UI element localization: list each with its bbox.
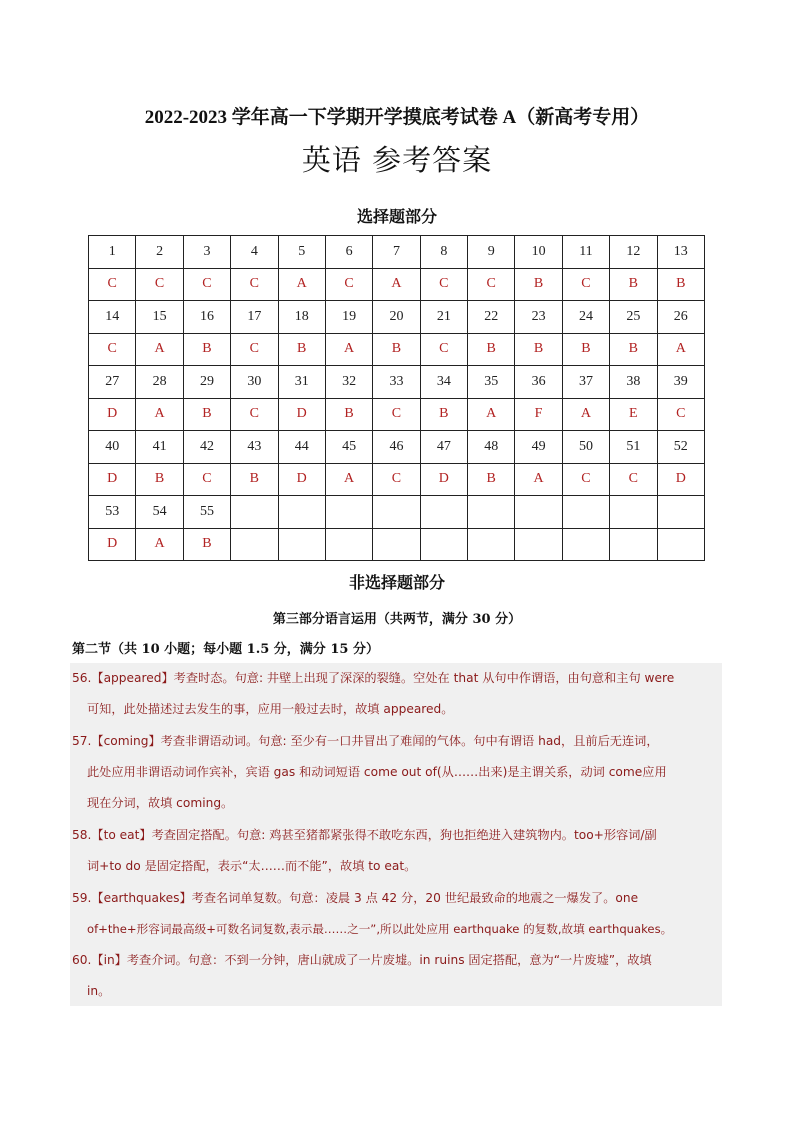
answer-cell: C — [183, 268, 230, 301]
question-number-cell: 48 — [468, 431, 515, 464]
answer-cell: B — [325, 398, 372, 431]
answer-row — [89, 333, 705, 366]
answer-cell — [278, 528, 325, 561]
answer-cell: C — [562, 463, 609, 496]
answer-cell: C — [562, 268, 609, 301]
answer-cell: C — [183, 463, 230, 496]
question-number-row — [89, 431, 705, 464]
answer-cell: A — [136, 398, 183, 431]
question-number-cell: 30 — [231, 366, 278, 399]
answer-cell: C — [136, 268, 183, 301]
answer-cell: A — [325, 333, 372, 366]
question-number-cell: 24 — [562, 301, 609, 334]
question-number-cell: 40 — [89, 431, 136, 464]
question-number-cell: 42 — [183, 431, 230, 464]
question-number-cell: 27 — [89, 366, 136, 399]
question-number-row — [89, 366, 705, 399]
nonchoice-section-title: 非选择题部分 — [348, 573, 445, 592]
answer-cell: B — [231, 463, 278, 496]
answer-cell: C — [231, 398, 278, 431]
question-number-cell — [420, 496, 467, 529]
answer-cell — [562, 528, 609, 561]
explanation-line: of+the+形容词最高级+可数名词复数,表示最……之一”,所以此处应用 earthquake 的复数,故填 earthquakes。 — [87, 922, 673, 936]
question-number-cell: 33 — [373, 366, 420, 399]
answer-cell: A — [468, 398, 515, 431]
answer-cell — [325, 528, 372, 561]
answer-table — [88, 235, 705, 561]
question-number-cell — [610, 496, 657, 529]
explanation-item — [72, 726, 722, 819]
answer-cell: C — [468, 268, 515, 301]
answer-cell: C — [325, 268, 372, 301]
explanation-line: 现在分词，故填 coming。 — [87, 796, 234, 810]
answer-cell: B — [183, 398, 230, 431]
answer-cell: C — [231, 333, 278, 366]
question-number-cell: 45 — [325, 431, 372, 464]
answer-cell: D — [89, 398, 136, 431]
answer-cell: A — [136, 333, 183, 366]
answer-cell: B — [515, 333, 562, 366]
question-number-cell — [231, 496, 278, 529]
answer-cell — [373, 528, 420, 561]
answer-cell: E — [610, 398, 657, 431]
question-number-cell: 44 — [278, 431, 325, 464]
answer-cell: B — [183, 333, 230, 366]
answer-cell: A — [515, 463, 562, 496]
answer-cell: A — [562, 398, 609, 431]
answer-cell — [657, 528, 705, 561]
answer-cell: D — [278, 398, 325, 431]
answer-cell: A — [373, 268, 420, 301]
question-number-row — [89, 301, 705, 334]
question-number-cell: 54 — [136, 496, 183, 529]
answer-cell: B — [278, 333, 325, 366]
explanation-line: 56.【appeared】考查时态。句意: 井壁上出现了深深的裂缝。空处在 that 从句中作谓语，由句意和主句 were — [72, 671, 675, 685]
question-number-cell: 41 — [136, 431, 183, 464]
question-number-row — [89, 496, 705, 529]
question-number-cell: 51 — [610, 431, 657, 464]
answer-cell: B — [136, 463, 183, 496]
answer-cell: C — [657, 398, 705, 431]
answer-row — [89, 268, 705, 301]
question-number-cell: 14 — [89, 301, 136, 334]
question-number-cell: 15 — [136, 301, 183, 334]
exam-title: 2022-2023 学年高一下学期开学摸底考试卷 A（新高考专用） — [144, 107, 650, 128]
question-number-cell: 2 — [136, 236, 183, 269]
question-number-cell: 18 — [278, 301, 325, 334]
question-number-cell: 10 — [515, 236, 562, 269]
answer-cell: C — [89, 333, 136, 366]
question-number-cell: 32 — [325, 366, 372, 399]
explanation-item — [72, 663, 722, 725]
question-number-cell — [657, 496, 705, 529]
answer-cell: C — [610, 463, 657, 496]
answer-row — [89, 463, 705, 496]
answer-cell: C — [420, 333, 467, 366]
answer-cell: B — [610, 268, 657, 301]
question-number-cell: 3 — [183, 236, 230, 269]
question-number-cell: 47 — [420, 431, 467, 464]
question-number-cell: 25 — [610, 301, 657, 334]
answer-explanations — [70, 663, 722, 1006]
question-number-cell: 29 — [183, 366, 230, 399]
question-number-cell: 37 — [562, 366, 609, 399]
explanation-line: 60.【in】考查介词。句意：不到一分钟，唐山就成了一片废墟。in ruins 固定搭配，意为“一片废墟”，故填 — [72, 953, 652, 967]
explanation-item — [72, 883, 722, 945]
answer-key-title: 英语 参考答案 — [301, 143, 493, 177]
answer-cell: D — [420, 463, 467, 496]
answer-cell — [515, 528, 562, 561]
answer-cell — [420, 528, 467, 561]
question-number-cell: 8 — [420, 236, 467, 269]
question-number-cell: 16 — [183, 301, 230, 334]
explanation-line: 59.【earthquakes】考查名词单复数。句意：凌晨 3 点 42 分，20 世纪最致命的地震之一爆发了。one — [72, 891, 639, 905]
question-number-cell: 53 — [89, 496, 136, 529]
question-number-cell — [278, 496, 325, 529]
answer-cell — [231, 528, 278, 561]
answer-cell: B — [183, 528, 230, 561]
explanation-line: 词+to do 是固定搭配，表示“太……而不能”，故填 to eat。 — [87, 859, 417, 873]
explanation-line: in。 — [87, 984, 111, 998]
answer-row — [89, 398, 705, 431]
choice-section-title: 选择题部分 — [356, 207, 437, 226]
question-number-cell: 49 — [515, 431, 562, 464]
question-number-cell: 43 — [231, 431, 278, 464]
answer-cell — [610, 528, 657, 561]
answer-cell: A — [657, 333, 705, 366]
answer-cell: B — [610, 333, 657, 366]
answer-cell: A — [136, 528, 183, 561]
answer-cell: B — [373, 333, 420, 366]
answer-row — [89, 528, 705, 561]
question-number-cell: 12 — [610, 236, 657, 269]
question-number-cell: 19 — [325, 301, 372, 334]
question-number-cell: 36 — [515, 366, 562, 399]
answer-cell: C — [373, 463, 420, 496]
answer-cell: C — [420, 268, 467, 301]
question-number-cell: 34 — [420, 366, 467, 399]
question-number-cell: 35 — [468, 366, 515, 399]
question-number-cell: 23 — [515, 301, 562, 334]
answer-cell: D — [89, 528, 136, 561]
question-number-cell: 9 — [468, 236, 515, 269]
answer-cell: A — [278, 268, 325, 301]
answer-cell: B — [468, 463, 515, 496]
question-number-cell: 22 — [468, 301, 515, 334]
answer-cell: C — [231, 268, 278, 301]
explanation-line: 57.【coming】考查非谓语动词。句意: 至少有一口井冒出了难闻的气体。句中有谓语 had，且前后无连词， — [72, 734, 659, 748]
question-number-cell: 21 — [420, 301, 467, 334]
part3-title: 第三部分语言运用（共两节，满分 30 分） — [272, 612, 522, 627]
question-number-cell — [373, 496, 420, 529]
explanation-line: 可知，此处描述过去发生的事，应用一般过去时，故填 appeared。 — [87, 702, 454, 716]
answer-cell: D — [278, 463, 325, 496]
question-number-cell: 20 — [373, 301, 420, 334]
answer-cell: B — [562, 333, 609, 366]
question-number-cell — [515, 496, 562, 529]
answer-cell: F — [515, 398, 562, 431]
question-number-cell: 17 — [231, 301, 278, 334]
question-number-cell: 52 — [657, 431, 705, 464]
question-number-cell: 11 — [562, 236, 609, 269]
question-number-cell: 46 — [373, 431, 420, 464]
answer-cell: B — [657, 268, 705, 301]
question-number-cell: 26 — [657, 301, 705, 334]
answer-cell: A — [325, 463, 372, 496]
question-number-cell: 4 — [231, 236, 278, 269]
answer-cell: B — [420, 398, 467, 431]
explanation-item — [72, 820, 722, 882]
question-number-cell: 7 — [373, 236, 420, 269]
explanation-item — [72, 945, 722, 1007]
question-number-cell: 1 — [89, 236, 136, 269]
question-number-cell — [468, 496, 515, 529]
answer-cell: D — [657, 463, 705, 496]
question-number-cell — [325, 496, 372, 529]
answer-cell: D — [89, 463, 136, 496]
section2-title: 第二节（共 10 小题；每小题 1.5 分，满分 15 分） — [72, 642, 379, 657]
answer-cell — [468, 528, 515, 561]
question-number-cell: 55 — [183, 496, 230, 529]
question-number-cell: 31 — [278, 366, 325, 399]
question-number-cell: 13 — [657, 236, 705, 269]
question-number-cell: 6 — [325, 236, 372, 269]
question-number-cell — [562, 496, 609, 529]
question-number-cell: 5 — [278, 236, 325, 269]
explanation-line: 58.【to eat】考查固定搭配。句意: 鸡甚至猪都紧张得不敢吃东西，狗也拒绝进入建筑物内。too+形容词/副 — [72, 828, 657, 842]
question-number-cell: 38 — [610, 366, 657, 399]
answer-cell: B — [468, 333, 515, 366]
answer-cell: B — [515, 268, 562, 301]
answer-cell: C — [373, 398, 420, 431]
question-number-cell: 39 — [657, 366, 705, 399]
question-number-cell: 50 — [562, 431, 609, 464]
answer-cell: C — [89, 268, 136, 301]
question-number-cell: 28 — [136, 366, 183, 399]
question-number-row — [89, 236, 705, 269]
explanation-line: 此处应用非谓语动词作宾补，宾语 gas 和动词短语 come out of(从……出来)是主谓关系，动词 come应用 — [87, 765, 667, 779]
